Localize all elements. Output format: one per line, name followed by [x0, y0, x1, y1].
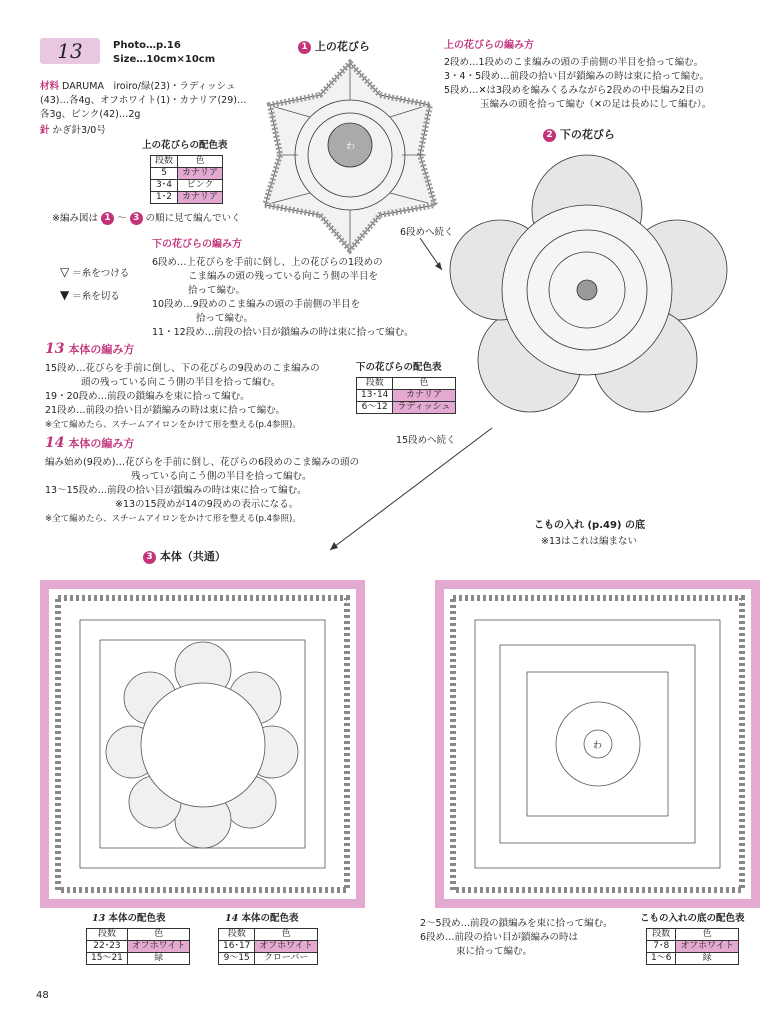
ring-label: わ: [593, 741, 603, 751]
row-count-cell: 13･14: [357, 390, 393, 402]
needle-block: [40, 124, 106, 138]
how-line: 6段め…上花びらを手前に倒し、上の花びらの1段めの: [152, 257, 383, 268]
materials-label: 材料: [40, 81, 60, 92]
page-number: 48: [36, 990, 49, 1001]
order-note: [52, 212, 241, 226]
lower-petal-colors-title: 下の花びらの配色表: [356, 362, 442, 373]
color-cell: オフホワイト: [127, 941, 189, 953]
size-ref: Size…10cm×10cm: [113, 54, 216, 65]
color-cell: 緑: [127, 953, 189, 965]
table-row: [151, 180, 223, 192]
table-header-row: [219, 929, 318, 941]
row-count-cell: 9～15: [219, 953, 255, 965]
how-line: 13～15段め…前段の拾い目が鎖編みの時は束に拾って編む。: [45, 485, 307, 496]
color-cell: ピンク: [178, 180, 223, 192]
attach-yarn-icon: ▽: [60, 265, 70, 279]
how-line: ※全て編めたら、スチームアイロンをかけて形を整える(p.4参照)。: [45, 420, 301, 430]
color-cell: カナリア: [178, 192, 223, 204]
row-count-cell: 16･17: [219, 941, 255, 953]
basket-title: こもの入れ (p.49) の底: [534, 520, 645, 531]
basket-note: ※13はこれは編まない: [541, 536, 638, 547]
legend-cut: [60, 288, 120, 304]
body14-colors-title: [225, 912, 299, 926]
how-line: 15段め…花びらを手前に倒し、下の花びらの9段めのこま編みの: [45, 363, 320, 374]
how-line: 残っている向こう側の半目を拾って編む。: [131, 471, 312, 482]
materials-text: DARUMA iroiro/緑(23)・ラディッシュ(43)…各4g、オフホワイト(1)・カナリア(29)…各3g、ピンク(42)…2g: [40, 81, 247, 120]
table-header-cell: 段数: [219, 929, 255, 941]
upper-petal-diagram: [250, 55, 450, 255]
upper-petal-how-title: 上の花びらの編み方: [444, 40, 534, 51]
how-line: 5段め…✕は3段めを編みくるみながら2段めの中長編み2目の: [444, 85, 705, 96]
body14-colors-num: 14: [225, 913, 239, 924]
how-line: こま編みの頭の残っている向こう側の半目を: [188, 271, 379, 282]
color-cell: 緑: [676, 953, 738, 965]
body14-title: [45, 435, 134, 451]
table-header-cell: 色: [178, 156, 223, 168]
body13-title: [45, 341, 134, 357]
table-header-row: [87, 929, 190, 941]
how-line: 2～5段め…前段の鎖編みを束に拾って編む。: [420, 918, 613, 929]
row-count-cell: 5: [151, 168, 178, 180]
continue-6-label: 6段めへ続く: [400, 227, 454, 238]
color-cell: オフホワイト: [255, 941, 317, 953]
body13-text: [45, 362, 345, 432]
body13-colors-num: 13: [92, 913, 106, 924]
table-row: [87, 953, 190, 965]
row-count-cell: 22･23: [87, 941, 128, 953]
flow-arrows: [320, 230, 520, 560]
how-line: 2段め…1段めのこま編みの頭の手前側の半目を拾って編む。: [444, 57, 704, 68]
basket-colors-table: [646, 928, 739, 965]
upper-petal-colors-table: [150, 155, 223, 204]
table-header-cell: 段数: [87, 929, 128, 941]
body-diagram: [40, 580, 365, 908]
how-line: 拾って編む。: [188, 285, 246, 296]
how-line: ※全て編めたら、スチームアイロンをかけて形を整える(p.4参照)。: [45, 514, 301, 524]
how-line: 拾って編む。: [196, 313, 254, 324]
needle-label: 針: [40, 125, 50, 136]
table-header-cell: 色: [127, 929, 189, 941]
upper-petal-label: [298, 38, 370, 54]
table-header-cell: 色: [255, 929, 317, 941]
body13-num: 13: [45, 341, 65, 357]
how-line: 3・4・5段め…前段の拾い目が鎖編みの時は束に拾って編む。: [444, 71, 710, 82]
body-common-label: [143, 548, 226, 564]
color-cell: カナリア: [178, 168, 223, 180]
lower-petal-label: [543, 126, 615, 142]
basket-diagram: [435, 580, 760, 908]
continue-15-label: 15段めへ続く: [396, 435, 456, 446]
step-3-badge: 3: [130, 212, 143, 225]
table-row: [151, 168, 223, 180]
upper-petal-label-text: 上の花びら: [314, 40, 370, 53]
legend-attach-text: ＝糸をつける: [72, 268, 130, 279]
color-cell: オフホワイト: [676, 941, 738, 953]
materials-block: [40, 80, 250, 122]
basket-colors-title: こもの入れの底の配色表: [640, 913, 745, 924]
color-cell: クローバー: [255, 953, 317, 965]
how-line: 10段め…9段めのこま編みの頭の手前側の半目を: [152, 299, 361, 310]
needle-text: かぎ針3/0号: [52, 125, 106, 136]
lower-petal-how-title: 下の花びらの編み方: [152, 239, 242, 250]
table-row: [219, 953, 318, 965]
table-header-row: [151, 156, 223, 168]
how-line: 頭の残っている向こう側の半目を拾って編む。: [81, 377, 281, 388]
how-line: 玉編みの頭を拾って編む（✕の足は長めにして編む）。: [480, 99, 712, 110]
row-count-cell: 6～12: [357, 402, 393, 414]
body14-num: 14: [45, 435, 65, 451]
body13-colors-table: [86, 928, 190, 965]
table-row: [87, 941, 190, 953]
table-row: [647, 953, 739, 965]
body13-colors-title: [92, 912, 166, 926]
how-line: 19・20段め…前段の鎖編みを束に拾って編む。: [45, 391, 250, 402]
lower-petal-label-text: 下の花びら: [559, 128, 615, 141]
upper-petal-how-text: [444, 56, 774, 112]
photo-ref: Photo…p.16: [113, 40, 181, 51]
how-line: 束に拾って編む。: [456, 946, 533, 957]
body13-colors-title-text: 本体の配色表: [108, 913, 166, 924]
order-note-sep: ～: [117, 213, 127, 224]
step-2-badge: 2: [543, 129, 556, 142]
legend-attach: [60, 265, 129, 281]
table-header-cell: 段数: [647, 929, 676, 941]
upper-petal-colors-title: 上の花びらの配色表: [142, 140, 228, 151]
how-line: 6段め…前段の拾い目が鎖編みの時は: [420, 932, 579, 943]
body14-colors-title-text: 本体の配色表: [241, 913, 299, 924]
pattern-number-badge: 13: [40, 38, 100, 64]
body14-colors-table: [218, 928, 318, 965]
table-header-cell: 段数: [357, 378, 393, 390]
body13-title-text: 本体の編み方: [68, 343, 135, 356]
how-line: 21段め…前段の拾い目が鎖編みの時は束に拾って編む。: [45, 405, 286, 416]
how-line: 編み始め(9段め)…花びらを手前に倒し、花びらの6段めのこま編みの頭の: [45, 457, 360, 468]
color-cell: カナリア: [393, 390, 455, 402]
step-3-badge: 3: [143, 551, 156, 564]
table-row: [647, 941, 739, 953]
row-count-cell: 1～6: [647, 953, 676, 965]
body14-title-text: 本体の編み方: [68, 437, 135, 450]
table-row: [151, 192, 223, 204]
row-count-cell: 7･8: [647, 941, 676, 953]
cut-yarn-icon: ▼: [60, 288, 70, 302]
table-header-cell: 色: [676, 929, 738, 941]
basket-how-text: [420, 917, 640, 959]
body-common-label-text: 本体（共通）: [159, 550, 226, 563]
color-cell: ラディッシュ: [393, 402, 455, 414]
how-line: ※13の15段めが14の9段めの表示になる。: [115, 499, 299, 510]
table-row: [219, 941, 318, 953]
row-count-cell: 15～21: [87, 953, 128, 965]
table-header-row: [647, 929, 739, 941]
step-1-badge: 1: [101, 212, 114, 225]
step-1-badge: 1: [298, 41, 311, 54]
table-header-cell: 段数: [151, 156, 178, 168]
row-count-cell: 1･2: [151, 192, 178, 204]
table-header-cell: 色: [393, 378, 455, 390]
order-note-prefix: ※編み図は: [52, 213, 98, 224]
legend-cut-text: ＝糸を切る: [72, 291, 120, 302]
order-note-suffix: の順に見て編んでいく: [145, 213, 241, 224]
ring-label: わ: [346, 142, 356, 152]
row-count-cell: 3･4: [151, 180, 178, 192]
how-line: 11・12段め…前段の拾い目が鎖編みの時は束に拾って編む。: [152, 327, 414, 338]
